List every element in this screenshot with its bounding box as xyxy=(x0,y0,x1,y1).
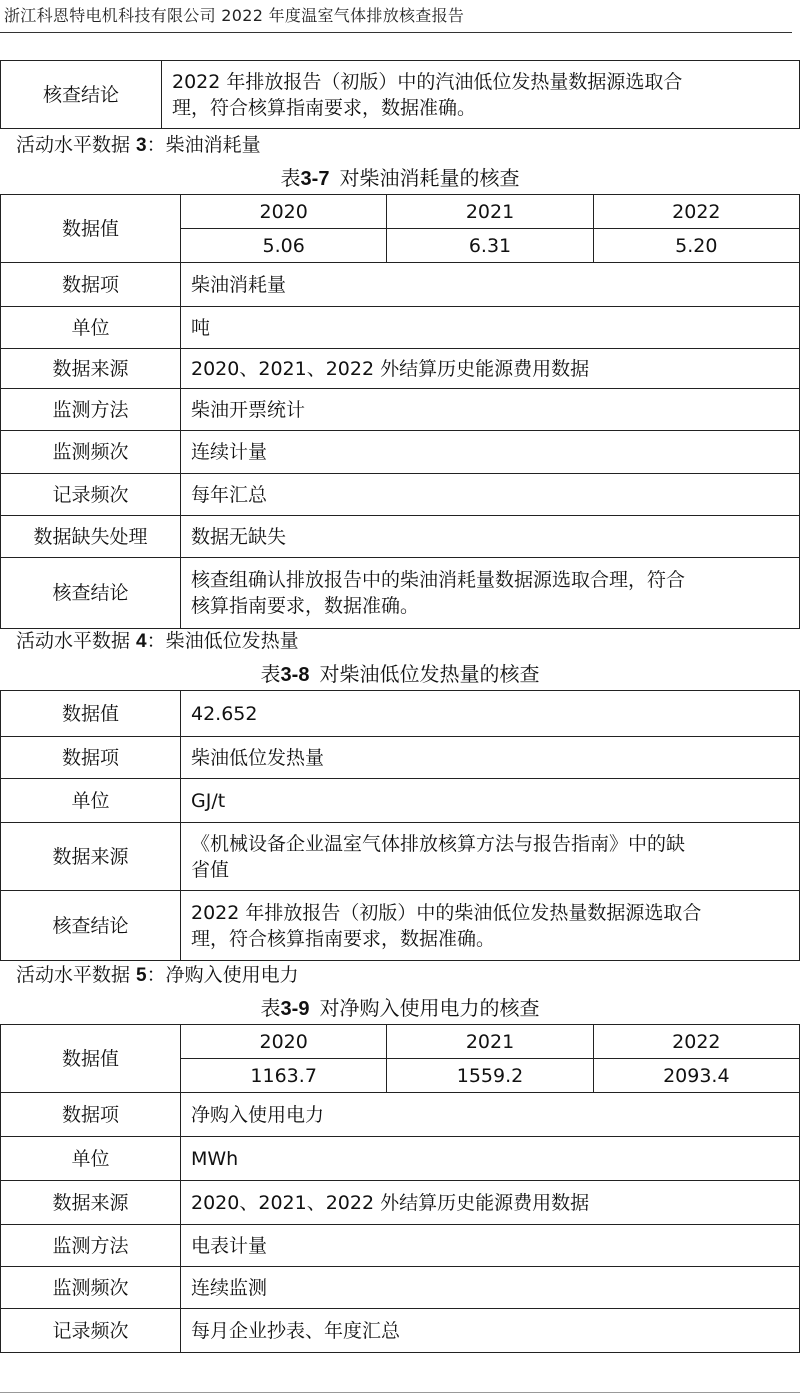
row-value: 连续监测 xyxy=(181,1267,800,1309)
row-value: 数据无缺失 xyxy=(181,516,800,558)
heading-prefix: 活动水平数据 xyxy=(16,964,137,986)
conclusion-label: 核查结论 xyxy=(1,558,181,629)
row-value: 2020、2021、2022 外结算历史能源费用数据 xyxy=(181,1181,800,1225)
header-rule xyxy=(0,32,792,33)
conclusion-text xyxy=(162,61,800,129)
caption-text: 对柴油低位发热量的核查 xyxy=(319,662,540,686)
row-label: 数据缺失处理 xyxy=(1,516,181,558)
caption-prefix: 表 xyxy=(280,166,301,190)
row-label: 数据来源 xyxy=(1,349,181,389)
row-label: 数据项 xyxy=(1,737,181,779)
row-label: 监测频次 xyxy=(1,431,181,474)
heading-prefix: 活动水平数据 xyxy=(16,630,137,652)
row-value: 每年汇总 xyxy=(181,474,800,516)
conclusion-line-1: 2022 年排放报告（初版）中的柴油低位发热量数据源选取合 xyxy=(191,901,702,924)
row-value: 电表计量 xyxy=(181,1225,800,1267)
row-label: 数据项 xyxy=(1,1093,181,1137)
row-label: 监测频次 xyxy=(1,1267,181,1309)
section-heading-3 xyxy=(16,132,261,159)
year-2021: 2021 xyxy=(387,1025,593,1059)
conclusion-line-1: 核查组确认排放报告中的柴油消耗量数据源选取合理，符合 xyxy=(191,569,686,591)
source-line-2: 省值 xyxy=(191,858,230,881)
row-value: 连续计量 xyxy=(181,431,800,474)
caption-prefix: 表 xyxy=(260,662,281,686)
row-label: 数据值 xyxy=(1,691,181,737)
row-label: 记录频次 xyxy=(1,1309,181,1353)
table-caption-3-9 xyxy=(0,995,800,1022)
row-value: GJ/t xyxy=(181,779,800,823)
heading-num: 5 xyxy=(136,965,147,986)
value-2022: 5.20 xyxy=(593,229,799,263)
bottom-rule xyxy=(0,1392,800,1393)
source-label: 数据来源 xyxy=(1,823,181,891)
heading-suffix: ：柴油低位发热量 xyxy=(146,630,299,652)
conclusion-text xyxy=(181,891,800,961)
year-2020: 2020 xyxy=(181,1025,387,1059)
conclusion-text xyxy=(181,558,800,629)
table-caption-3-8 xyxy=(0,661,800,688)
row-label: 数据项 xyxy=(1,263,181,307)
row-value: 柴油消耗量 xyxy=(181,263,800,307)
heading-num: 3 xyxy=(136,135,147,156)
conclusion-label: 核查结论 xyxy=(1,891,181,961)
conclusion-line-2: 理，符合核算指南要求，数据准确。 xyxy=(191,927,496,950)
conclusion-line-2: 核算指南要求，数据准确。 xyxy=(191,595,420,617)
caption-num: 3-9 xyxy=(280,998,310,1020)
heading-num: 4 xyxy=(136,631,147,652)
row-label: 监测方法 xyxy=(1,389,181,431)
electricity-table xyxy=(0,1024,800,1353)
row-value: 柴油开票统计 xyxy=(181,389,800,431)
value-2021: 1559.2 xyxy=(387,1059,593,1093)
row-label: 记录频次 xyxy=(1,474,181,516)
year-2022: 2022 xyxy=(593,195,799,229)
conclusion-label: 核查结论 xyxy=(1,61,162,129)
row-value: MWh xyxy=(181,1137,800,1181)
heading-prefix: 活动水平数据 xyxy=(16,134,137,156)
value-2020: 1163.7 xyxy=(181,1059,387,1093)
row-label: 单位 xyxy=(1,1137,181,1181)
row-value: 每月企业抄表、年度汇总 xyxy=(181,1309,800,1353)
conclusion-table-gasoline xyxy=(0,60,800,129)
table-caption-3-7 xyxy=(0,165,800,192)
row-value: 净购入使用电力 xyxy=(181,1093,800,1137)
row-label: 单位 xyxy=(1,779,181,823)
diesel-heating-value-table xyxy=(0,690,800,961)
source-line-1: 《机械设备企业温室气体排放核算方法与报告指南》中的缺 xyxy=(191,832,686,855)
page-header: 浙江科恩特电机科技有限公司 2022 年度温室气体排放核查报告 xyxy=(4,6,465,25)
caption-prefix: 表 xyxy=(260,996,281,1020)
row-label: 监测方法 xyxy=(1,1225,181,1267)
caption-text: 对净购入使用电力的核查 xyxy=(319,996,540,1020)
caption-text: 对柴油消耗量的核查 xyxy=(339,166,520,190)
heading-suffix: ：净购入使用电力 xyxy=(146,964,299,986)
caption-num: 3-8 xyxy=(280,664,310,686)
row-value: 2020、2021、2022 外结算历史能源费用数据 xyxy=(181,349,800,389)
value-label: 数据值 xyxy=(1,1025,181,1093)
conclusion-line-2: 理，符合核算指南要求，数据准确。 xyxy=(172,96,477,119)
value-2021: 6.31 xyxy=(387,229,593,263)
row-value: 吨 xyxy=(181,307,800,349)
row-value: 42.652 xyxy=(181,691,800,737)
value-2020: 5.06 xyxy=(181,229,387,263)
section-heading-4 xyxy=(16,628,299,655)
row-label: 数据来源 xyxy=(1,1181,181,1225)
heading-suffix: ：柴油消耗量 xyxy=(146,134,261,156)
row-value: 柴油低位发热量 xyxy=(181,737,800,779)
conclusion-line-1: 2022 年排放报告（初版）中的汽油低位发热量数据源选取合 xyxy=(172,70,683,93)
year-2021: 2021 xyxy=(387,195,593,229)
diesel-consumption-table xyxy=(0,194,800,629)
source-text xyxy=(181,823,800,891)
section-heading-5 xyxy=(16,962,299,989)
caption-num: 3-7 xyxy=(300,168,330,190)
row-label: 单位 xyxy=(1,307,181,349)
year-2020: 2020 xyxy=(181,195,387,229)
value-label: 数据值 xyxy=(1,195,181,263)
value-2022: 2093.4 xyxy=(593,1059,799,1093)
year-2022: 2022 xyxy=(593,1025,799,1059)
